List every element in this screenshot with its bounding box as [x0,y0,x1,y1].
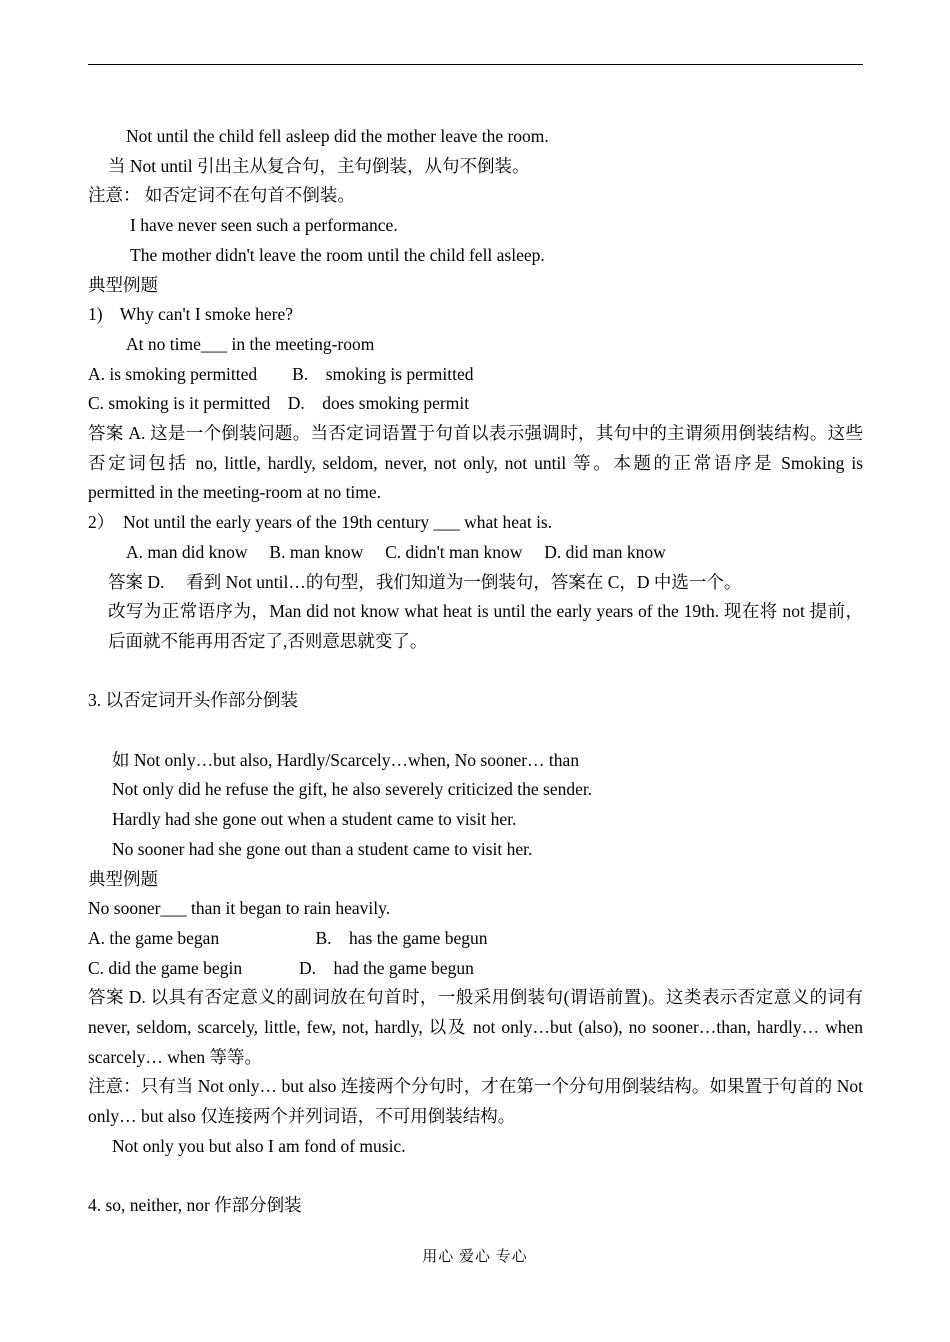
question-line: No sooner___ than it began to rain heavily. [88,898,391,919]
example-sentence: Not only did he refuse the gift, he also severely criticized the sender. [112,779,593,800]
header-rule [88,64,863,65]
example-sentence: Hardly had she gone out when a student came to visit her. [112,809,517,830]
option-line: A. the game began B. has the game begun [88,927,488,948]
text-line: 如 Not only…but also, Hardly/Scarcely…when, No sooner… than [112,749,580,770]
example-sentence: No sooner had she gone out than a student came to visit her. [112,838,533,859]
example-sentence: The mother didn't leave the room until the child fell asleep. [130,244,545,265]
option-line: A. man did know B. man know C. didn't man know D. did man know [126,541,666,562]
question-line: 1) Why can't I smoke here? [88,304,293,325]
section-heading: 3. 以否定词开头作部分倒装 [88,690,298,711]
question-line: 2） Not until the early years of the 19th century ___ what heat is. [88,512,553,533]
note-paragraph: 注意：只有当 Not only… but also 连接两个分句时，才在第一个分句用倒装结构。如果置于句首的 Not only… but also 仅连接两个并列词语，不可用倒装结构。 [88,1076,863,1127]
question-line: At no time___ in the meeting-room [126,333,375,354]
document-body [88,122,863,1221]
page-footer: 用心 爱心 专心 [422,1249,528,1265]
blank-line [88,657,863,687]
option-line: C. did the game begin D. had the game begun [88,957,474,978]
example-sentence: Not only you but also I am fond of music. [112,1135,406,1156]
answer-paragraph: 改写为正常语序为，Man did not know what heat is until the early years of the 19th. 现在将 not 提前，后面就不能再用否定了,否则意思就变了。 [108,601,863,651]
text-line: Not until the child fell asleep did the mother leave the room. [126,126,549,146]
section-label: 典型例题 [88,274,158,295]
answer-paragraph: 答案 D. 以具有否定意义的副词放在句首时，一般采用倒装句(谓语前置)。这类表示否定意义的词有 never, seldom, scarcely, little, few, not, hardly, 以及 not only…but (also), no sooner…than, hardly… when scarcely… when 等等。 [88,987,863,1067]
section-label: 典型例题 [88,868,158,889]
option-line: A. is smoking permitted B. smoking is permitted [88,363,474,384]
answer-paragraph: 答案 A. 这是一个倒装问题。当否定词语置于句首以表示强调时，其句中的主谓须用倒装结构。这些否定词包括 no, little, hardly, seldom, never, not only, not until 等。本题的正常语序是 Smoking is permitted in the meeting-room at no time. [88,423,863,503]
text-line: 当 Not until 引出主从复合句，主句倒装，从句不倒装。 [108,155,530,176]
blank-line [88,716,863,746]
note-line: 注意： 如否定词不在句首不倒装。 [88,185,355,206]
example-sentence: I have never seen such a performance. [130,215,398,236]
section-heading: 4. so, neither, nor 作部分倒装 [88,1195,302,1216]
option-line: C. smoking is it permitted D. does smoking permit [88,393,470,414]
answer-line: 答案 D. 看到 Not until…的句型，我们知道为一倒装句，答案在 C，D 中选一个。 [108,571,742,592]
blank-line [88,1162,863,1192]
